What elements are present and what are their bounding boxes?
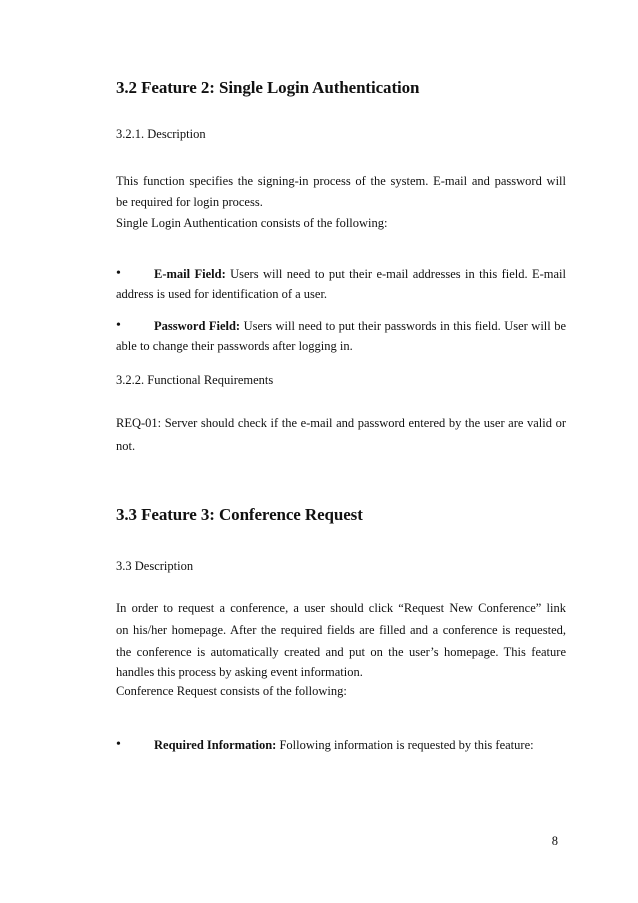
bullet-body: Users will need to put their passwords in this field. User will be able to change their passwords after logging in. (116, 319, 566, 353)
bullet-label: Password Field: (154, 319, 241, 333)
section-3-2-description (116, 171, 566, 234)
paragraph-line: the conference is automatically created and put on the user’s homepage. This feature (116, 645, 566, 659)
bullet-item-email-field (116, 264, 566, 304)
section-3-2-heading: 3.2 Feature 2: Single Login Authentication (116, 78, 420, 97)
bullet-item-required-information (116, 735, 566, 755)
section-3-3-heading: 3.3 Feature 3: Conference Request (116, 505, 363, 524)
paragraph-line: Conference Request consists of the following: (116, 684, 347, 698)
paragraph-line: on his/her homepage. After the required fields are filled and a conference is requested, (116, 623, 566, 637)
description-line: be required for login process. (116, 195, 263, 209)
paragraph-line: handles this process by asking event information. (116, 665, 363, 679)
bullet-icon: • (116, 737, 121, 752)
page-number: 8 (551, 834, 558, 848)
bullet-icon: • (116, 318, 121, 333)
bullet-text (116, 735, 566, 755)
section-3-2-1-heading: 3.2.1. Description (116, 127, 206, 141)
bullet-text (116, 264, 566, 304)
description-line: Single Login Authentication consists of the following: (116, 216, 388, 230)
requirement-req-01: REQ-01: Server should check if the e-mail and password entered by the user are valid or not. (116, 416, 566, 453)
bullet-body: Following information is requested by this feature: (276, 738, 534, 752)
section-3-3-paragraph (116, 597, 566, 701)
paragraph-line: In order to request a conference, a user should click “Request New Conference” link (116, 601, 566, 615)
section-3-2-2-heading: 3.2.2. Functional Requirements (116, 373, 274, 387)
description-line: This function specifies the signing-in process of the system. E-mail and password will (116, 174, 566, 188)
bullet-label: Required Information: (154, 738, 277, 752)
bullet-body: Users will need to put their e-mail addresses in this field. E-mail address is used for identification of a user. (116, 267, 566, 301)
bullet-label: E-mail Field: (154, 267, 226, 281)
bullet-text (116, 316, 566, 356)
section-3-3-description-heading: 3.3 Description (116, 559, 194, 573)
bullet-icon: • (116, 266, 121, 281)
bullet-item-password-field (116, 316, 566, 356)
